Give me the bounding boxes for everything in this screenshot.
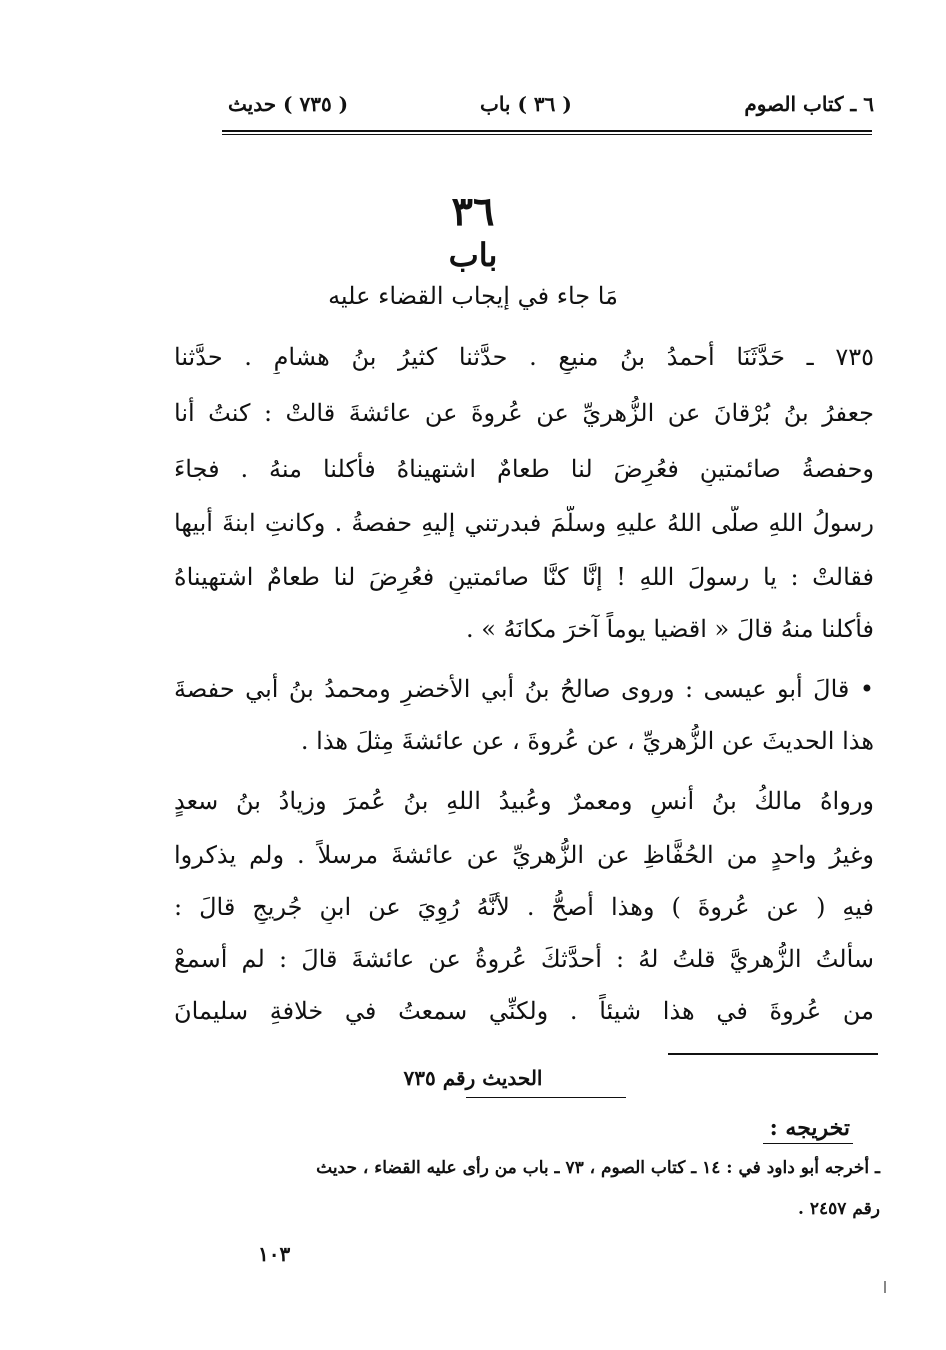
takhrij-underline xyxy=(763,1143,853,1144)
footnote-line: ـ أخرجه أبو داود في : ١٤ ـ كتاب الصوم ، ٧٣ ـ باب من رأى عليه القضاء ، حديث xyxy=(316,1158,880,1178)
commentary-line: سألتُ الزُّهريَّ قلتُ لهُ : أحدَّثكَ عُروةُ عن عائشةَ قالَ : لم أسمعْ xyxy=(174,945,874,973)
footnote-separator xyxy=(668,1053,878,1055)
hadith-line: رسولُ اللهِ صلَّى اللهُ عليهِ وسلَّمَ فبدرتني إليهِ حفصةُ . وكانتِ ابنةَ أبيها xyxy=(174,509,874,537)
running-header-chapter: ( ٣٦ ) باب xyxy=(480,92,572,116)
reference-underline xyxy=(466,1097,626,1098)
hadith-line: فأكلنا منهُ قالَ « اقضيا يوماً آخرَ مكانَهُ » . xyxy=(465,615,874,643)
commentary-line: وغيرُ واحدٍ من الحُفَّاظِ عن الزُّهريِّ عن عائشةَ مرسلاً . ولم يذكروا xyxy=(174,841,874,869)
hadith-line: وحفصةُ صائمتينِ فعُرِضَ لنا طعامٌ اشتهيناهُ فأكلنا منهُ . فجاءَ xyxy=(174,455,874,483)
commentary-line: من عُروةَ في هذا شيئاً . ولكنِّي سمعتُ في خلافةِ سليمانَ xyxy=(174,997,874,1025)
hadith-line: ٧٣٥ ـ حَدَّثَنَا أحمدُ بنُ منيعٍ . حدَّثنا كثيرُ بنُ هشامٍ . حدَّثنا xyxy=(174,343,874,371)
scan-mark xyxy=(884,1281,890,1293)
running-header-book: ٦ ـ كتاب الصوم xyxy=(744,92,874,116)
hadith-line: جعفرُ بنُ بُرْقانَ عن الزُّهريِّ عن عُروةَ عن عائشةَ قالتْ : كنتُ أنا xyxy=(174,399,874,427)
commentary-line: • قالَ أبو عيسى : وروى صالحُ بنُ أبي الأخضرِ ومحمدُ بنُ أبي حفصةَ xyxy=(174,675,874,703)
header-rule-thin xyxy=(222,134,872,135)
commentary-line: ورواهُ مالكُ بنُ أنسٍ ومعمرٌ وعُبيدُ اللهِ بنُ عُمرَ وزيادُ بنُ سعدٍ xyxy=(174,787,874,815)
commentary-line: فيهِ ( عن عُروةَ ) وهذا أصحُّ . لأنَّهُ رُوِيَ عن ابنِ جُريجٍ قالَ : xyxy=(174,893,874,921)
chapter-number: ٣٦ xyxy=(451,188,495,235)
running-header-hadith: ( ٧٣٥ ) حديث xyxy=(228,92,349,116)
hadith-reference-label: الحديث رقم ٧٣٥ xyxy=(403,1066,543,1090)
hadith-line: فقالتْ : يا رسولَ اللهِ ! إنَّا كنَّا صائمتينِ فعُرِضَ لنا طعامٌ اشتهيناهُ xyxy=(174,563,874,591)
page-number: ١٠٣ xyxy=(258,1242,291,1266)
commentary-line: هذا الحديثَ عن الزُّهريِّ ، عن عُروةَ ، عن عائشةَ مِثلَ هذا . xyxy=(300,727,874,755)
chapter-title: مَا جاء في إيجاب القضاء عليه xyxy=(328,282,618,310)
footnote-line: رقم ٢٤٥٧ . xyxy=(798,1199,880,1219)
takhrij-heading: تخريجه : xyxy=(769,1115,850,1141)
header-rule xyxy=(222,130,872,132)
chapter-heading: باب xyxy=(448,236,498,274)
